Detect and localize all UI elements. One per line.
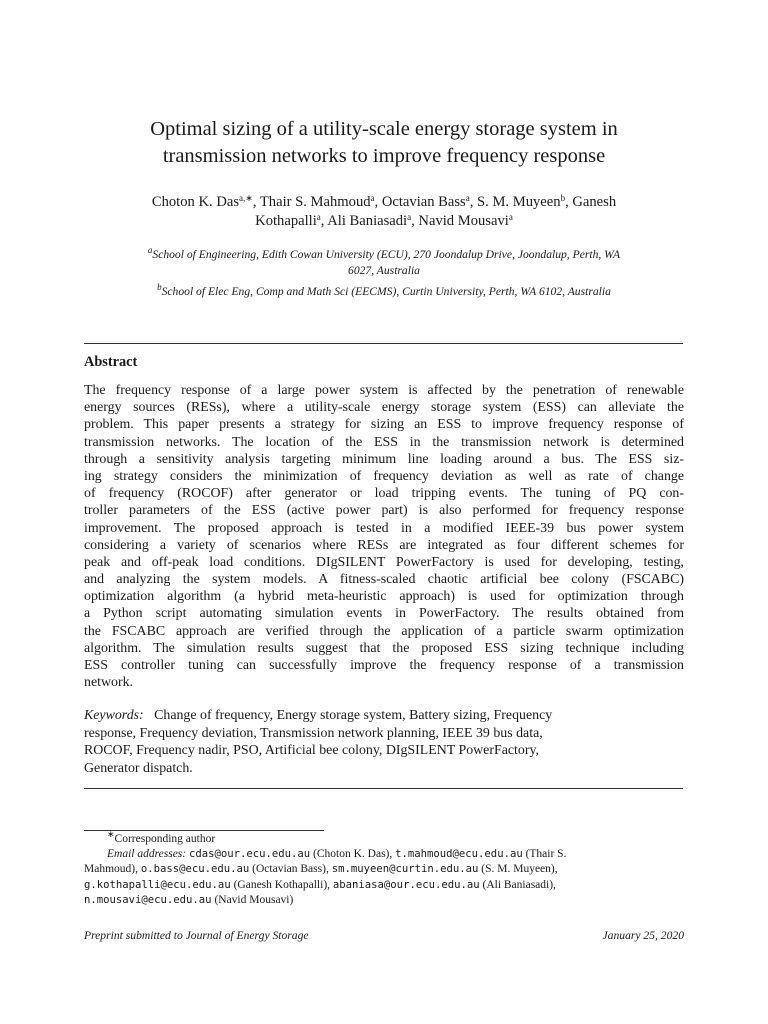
- keywords-line-4: Generator dispatch.: [84, 760, 193, 776]
- author-affil-mark: a: [316, 212, 321, 222]
- author-line-1: Choton K. Das$^{a,∗}$, Thair S. Mahmoud$^a$, Octavian Bass$^a$, S. M. Muyeen$^b$, Ganesh: [151, 193, 617, 210]
- keywords-label: Keywords:: [84, 708, 144, 723]
- affiliation-a-line-2: 6027, Australia: [348, 263, 420, 277]
- abstract-top-rule: [84, 343, 683, 344]
- author-name: Navid Mousavi: [418, 213, 509, 229]
- keywords-block: [84, 707, 684, 777]
- preprint-date: January 25, 2020: [602, 929, 684, 942]
- email-owner: (S. M. Muyeen),: [478, 863, 558, 876]
- email-label: Email addresses:: [107, 848, 187, 861]
- email-owner: (Navid Mousavi): [211, 893, 294, 906]
- author-list: [84, 193, 684, 231]
- affiliation-b-line-1: [84, 284, 684, 300]
- title-line-1: Optimal sizing of a utility-scale energy storage system in: [150, 118, 618, 140]
- keywords-line-2: response, Frequency deviation, Transmission network planning, IEEE 39 bus data,: [84, 725, 543, 741]
- corresponding-author-note: [84, 829, 684, 847]
- paper-title: [84, 116, 684, 170]
- footnote-rule: [84, 830, 324, 831]
- email-owner: (Choton K. Das),: [310, 848, 396, 861]
- abstract-line: algorithm. The simulation results suggest that the proposed ESS sizing technique including: [84, 640, 684, 656]
- email-line-2: [84, 862, 684, 877]
- email-link[interactable]: g.kothapalli@ecu.edu.au: [84, 878, 231, 891]
- email-link[interactable]: n.mousavi@ecu.edu.au: [84, 893, 212, 906]
- abstract-line: ing strategy considers the minimization of frequency deviation as well as rate of change: [84, 468, 684, 484]
- email-owner: (Thair S.: [522, 848, 567, 861]
- affiliation-mark: b: [157, 282, 162, 292]
- email-line-4: [84, 893, 684, 908]
- affiliation-mark: a: [147, 245, 153, 255]
- email-link[interactable]: sm.muyeen@curtin.edu.au: [331, 863, 479, 876]
- abstract-line: considering a variety of scenarios where RESs are integrated as four different schemes for: [84, 537, 684, 553]
- abstract-line: optimization algorithm (a hybrid meta-heuristic approach) is used for optimization through: [84, 589, 684, 605]
- author-name: Octavian Bass: [381, 194, 466, 210]
- author-name: Thair S. Mahmoud: [259, 194, 371, 210]
- author-name: S. M. Muyeen: [477, 194, 561, 210]
- abstract-line: energy sources (RESs), where a utility-scale energy storage system (ESS) can alleviate the: [84, 400, 684, 416]
- email-owner: (Octavian Bass),: [249, 863, 332, 876]
- abstract-line: network.: [84, 675, 133, 691]
- abstract-line: peak and off-peak load conditions. DIgSILENT PowerFactory is used for developing, testing,: [84, 554, 684, 570]
- author-affil-mark: a: [370, 193, 375, 203]
- affiliation-a: [84, 247, 684, 278]
- affiliation-b: [84, 284, 684, 300]
- affiliation-text: School of Elec Eng, Comp and Math Sci (EECMS), Curtin University, Perth, WA 6102, Australia: [161, 285, 611, 298]
- abstract-bottom-rule: [84, 788, 683, 789]
- preprint-note: Preprint submitted to Journal of Energy Storage: [84, 929, 309, 942]
- keywords-line-3: ROCOF, Frequency nadir, PSO, Artificial bee colony, DIgSILENT PowerFactory,: [84, 743, 539, 759]
- keywords-line-1: [84, 707, 684, 725]
- author-name: Choton K. Das: [151, 194, 240, 210]
- abstract-line: improvement. The proposed approach is tested in a modified IEEE-39 bus power system: [84, 520, 684, 536]
- author-name: Ali Baniasadi: [327, 213, 408, 229]
- author-line-2: Kothapalli$^a$, Ali Baniasadi$^a$, Navid Mousavi$^a$: [255, 212, 513, 229]
- author-affil-mark: a,∗: [239, 193, 253, 203]
- abstract-line: ESS controller tuning can successfully improve the frequency response of a transmission: [84, 658, 684, 673]
- email-line-3: [84, 878, 684, 893]
- email-line-1: [84, 847, 684, 862]
- abstract-line: through a sensitivity analysis targeting minimum line loading around a bus. The ESS siz-: [84, 451, 684, 467]
- abstract-line: troller parameters of the ESS (active power part) is also performed for frequency response: [84, 503, 684, 519]
- abstract-line: and analyzing the system models. A fitness-scaled chaotic artificial bee colony (FSCABC): [84, 572, 684, 588]
- title-line-2: transmission networks to improve frequency response: [162, 145, 606, 167]
- email-owner: Mahmoud),: [84, 863, 141, 876]
- email-link[interactable]: abaniasa@our.ecu.edu.au: [332, 878, 480, 891]
- abstract-heading: Abstract: [84, 354, 138, 370]
- abstract-line: The frequency response of a large power system is affected by the penetration of renewable: [84, 383, 684, 398]
- email-link[interactable]: t.mahmoud@ecu.edu.au: [395, 848, 523, 861]
- author-name: Kothapalli: [255, 213, 317, 229]
- email-link[interactable]: cdas@our.ecu.edu.au: [188, 848, 311, 861]
- email-owner: (Ganesh Kothapalli),: [230, 878, 333, 891]
- footnote-block: [84, 829, 684, 908]
- author-affil-mark: a: [407, 212, 412, 222]
- abstract-body: [84, 382, 684, 691]
- footnote-mark: ∗: [107, 829, 115, 839]
- affiliation-text: School of Engineering, Edith Cowan University (ECU), 270 Joondalup Drive, Joondalup, Perth, WA: [152, 248, 621, 261]
- author-affil-mark: a: [508, 212, 513, 222]
- author-name: Ganesh: [572, 194, 617, 210]
- author-affil-mark: a: [465, 193, 470, 203]
- abstract-line: transmission networks. The location of the ESS in the transmission network is determined: [84, 434, 684, 450]
- affiliation-a-line-1: [84, 247, 684, 263]
- abstract-line: the FSCABC approach are verified through the application of a particle swarm optimization: [84, 623, 684, 639]
- corresponding-text: Corresponding author: [114, 833, 216, 845]
- email-owner: (Ali Baniasadi),: [479, 878, 556, 891]
- abstract-line: problem. This paper presents a strategy for sizing an ESS to improve frequency response of: [84, 417, 684, 433]
- abstract-line: of frequency (ROCOF) after generator or load tripping events. The tuning of PQ con-: [84, 486, 684, 502]
- email-link[interactable]: o.bass@ecu.edu.au: [140, 863, 250, 876]
- keywords-text: Change of frequency, Energy storage system, Battery sizing, Frequency: [154, 708, 553, 723]
- author-affil-mark: b: [560, 193, 566, 203]
- abstract-line: a Python script automating simulation events in PowerFactory. The results obtained from: [84, 606, 684, 622]
